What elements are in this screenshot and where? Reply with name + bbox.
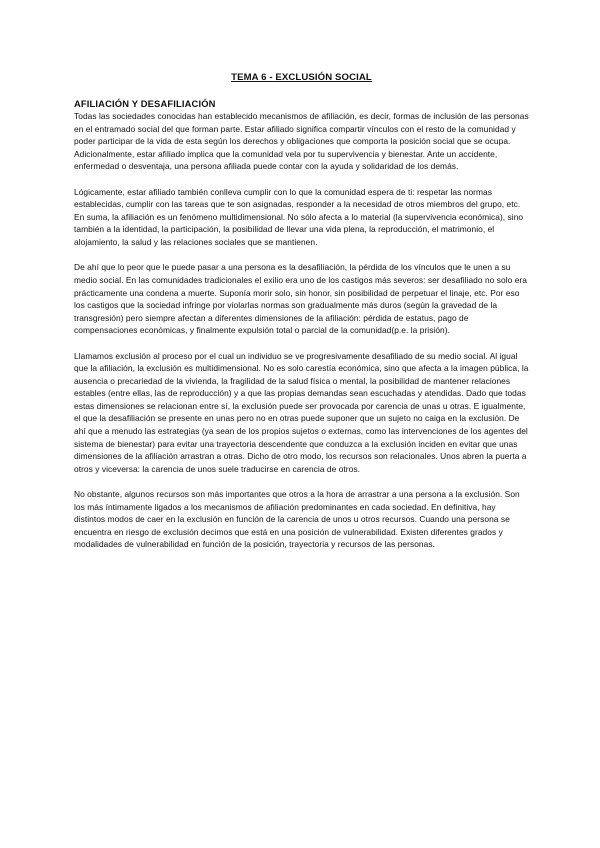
paragraph-afiliacion: Todas las sociedades conocidas han establecido mecanismos de afiliación, es decir, formas de inclusión de las personas en el entramado social del que forman parte. Estar afiliado significa compartir vínculos con el resto de la comunidad y poder participar de la vida de esta según los derechos y obligaciones que comporta la posición social que se ocupa. Adicionalmente, estar afiliado implica que la comunidad vela por tu supervivencia y bienestar. Ante un accidente, enfermedad o desventaja, una persona afiliada puede contar con la ayuda y solidaridad de los demás.: [74, 111, 529, 172]
title-topic-name: EXCLUSIÓN SOCIAL: [272, 72, 372, 83]
paragraph-obligaciones: Lógicamente, estar afiliado también conlleva cumplir con lo que la comunidad espera de ti: respetar las normas establecidas, cumplir con las tareas que te son asignadas, responder a la necesidad de otros miembros del grupo, etc. En suma, la afiliación es un fenómeno multidimensional. No sólo afecta a lo material (la supervivencia económica), sino también a la identidad, la participación, la posibilidad de llevar una vida plena, la reproducción, el matrimonio, el alojamiento, la salud y las relaciones sociales que se mantienen.: [74, 186, 524, 247]
paragraph-exclusion: Llamamos exclusión al proceso por el cual un individuo se ve progresivamente desafiliado de su medio social. Al igual que la afiliación, la exclusión es multidimensional. No es solo carestía económica, sino que afecta a la imagen pública, la ausencia o precariedad de la vivienda, la fragilidad de la salud física o mental, la posibilidad de mantener relaciones estables (entre ellas, las de reproducción) y a que las propias demandas sean escuchadas y atendidas. Dado que todas estas dimensiones se relacionan entre sí, la exclusión puede ser provocada por carencia de unas u otras. E igualmente, el que la desafiliación se presente en unas pero no en otras puede suponer que un sujeto no caiga en la exclusión. De ahí que a menudo las estrategias (ya sean de los propios sujetos o externas, como las intervenciones de los agentes del sistema de bienestar) para evitar una trayectoria descendente que conduzca a la exclusión inciden en evitar que unas dimensiones de la afiliación arrastran a otras. Dicho de otro modo, los recursos son relacionales. Unos abren la puerta a otros y viceversa: la carencia de unos suele traducirse en carencia de otros.: [74, 350, 529, 474]
title-topic-number: TEMA 6 -: [231, 72, 273, 83]
document-title: [74, 72, 529, 83]
document-page: [74, 72, 529, 564]
paragraph-desafiliacion: De ahí que lo peor que le puede pasar a una persona es la desafiliación, la pérdida de los vínculos que le unen a su medio social. En las comunidades tradicionales el exilio era uno de los castigos más severos: ser desafiliado no solo era prácticamente una condena a muerte. Suponía morir solo, sin honor, sin posibilidad de perpetuar el linaje, etc. Por eso los castigos que la sociedad infringe por violarlas normas son gradualmente más duros (según la gravedad de la transgresión) pero siempre afectan a diferentes dimensiones de la afiliación: pérdida de estatus, pago de compensaciones económicas, y finalmente expulsión total o parcial de la comunidad(p.e. la prisión).: [74, 262, 527, 336]
section-heading: AFILIACIÓN Y DESAFILIACIÓN: [74, 98, 216, 109]
paragraph-vulnerabilidad: No obstante, algunos recursos son más importantes que otros a la hora de arrastrar a una persona a la exclusión. Son los más íntimamente ligados a los mecanismos de afiliación predominantes en cada sociedad. En definitiva, hay distintos modos de caer en la exclusión en función de la carencia de unos u otros recursos. Cuando una persona se encuentra en riesgo de exclusión decimos que está en una posición de vulnerabilidad. Existen diferentes grados y modalidades de vulnerabilidad en función de la posición, trayectoria y recursos de las personas.: [74, 489, 520, 550]
